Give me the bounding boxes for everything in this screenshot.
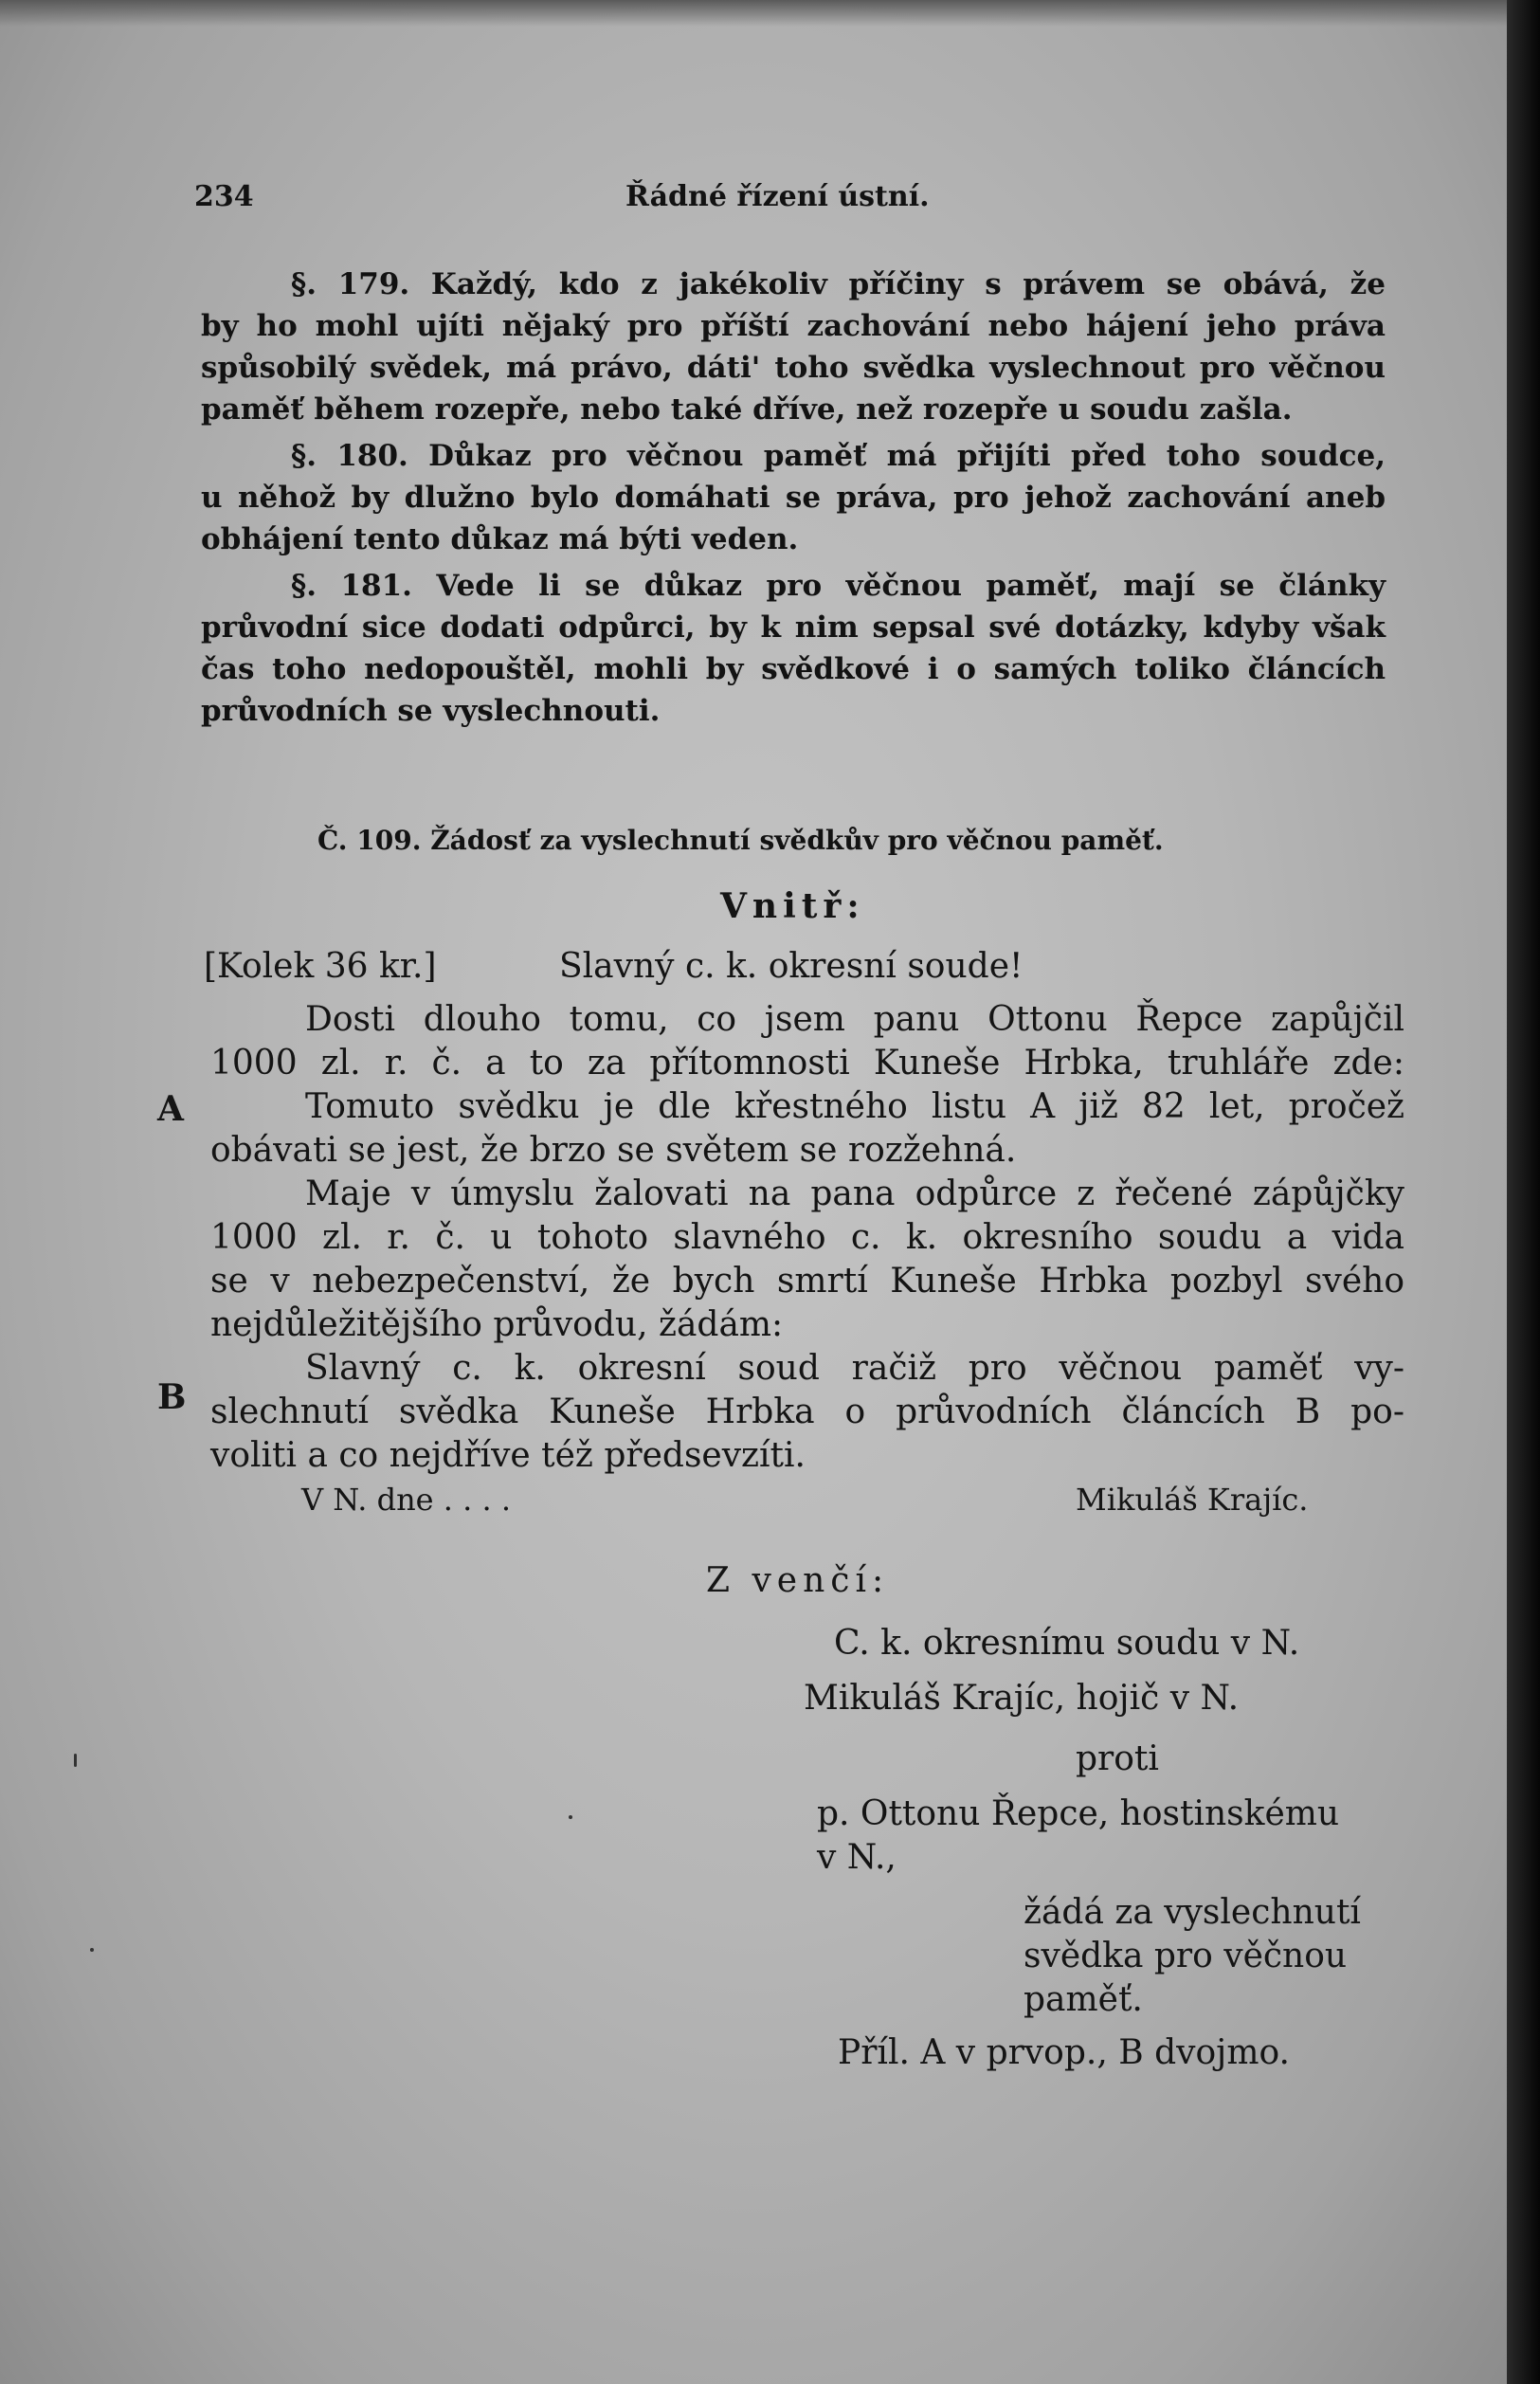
section-line: §. 180. Důkaz pro věčnou paměť má přijíti před toho soudce, [291,439,1386,473]
outside-against: proti [1076,1739,1159,1778]
signature: Mikuláš Krajíc. [1076,1482,1309,1518]
body-line: Maje v úmyslu žalovati na pana odpůrce z řečené zápůjčky [305,1174,1404,1213]
outside-plaintiff: Mikuláš Krajíc, hojič v N. [804,1679,1240,1718]
scan-right-edge [1507,0,1540,2384]
body-line: slechnutí svědka Kuneše Hrbka o průvodních článcích B po- [210,1392,1404,1431]
section-180 [201,435,1386,560]
body-line: Dosti dlouho tomu, co jsem panu Ottonu Řepce zapůjčil [305,1000,1404,1039]
margin-annotation-a: A [157,1089,184,1129]
section-line: čas toho nedopouštěl, mohli by svědkové i o samých toliko článcích [201,652,1386,686]
page-header [194,180,1142,222]
section-line: obhájení tento důkaz má býti veden. [201,522,799,556]
form-caption: Č. 109. Žádosť za vyslechnutí svědkův pro věčnou paměť. [317,825,1164,856]
scan-speck [74,1754,77,1767]
section-line: u něhož by dlužno bylo domáhati se práva, pro jehož zachování aneb [201,481,1386,515]
section-line: paměť během rozepře, nebo také dříve, než rozepře u soudu zašla. [201,392,1293,427]
outside-defendant-place: v N., [817,1838,897,1877]
outside-request: paměť. [1024,1980,1143,2019]
outside-heading: Z venčí: [706,1561,890,1600]
section-line: by ho mohl ujíti nějaký pro příští zachování nebo hájení jeho práva [201,309,1386,343]
scan-top-shadow [0,0,1540,27]
section-line: §. 181. Vede li se důkaz pro věčnou paměť, mají se články [291,569,1386,603]
running-title: Řádné řízení ústní. [625,180,930,213]
body-line: 1000 zl. r. č. u tohoto slavného c. k. okresního soudu a vida [210,1218,1404,1257]
outside-attachments: Příl. A v prvop., B dvojmo. [838,2033,1290,2072]
place-date: V N. dne . . . . [301,1482,511,1518]
body-line: se v nebezpečenství, že bych smrtí Kuneše Hrbka pozbyl svého [210,1262,1404,1301]
body-line: nejdůležitějšího průvodu, žádám: [210,1305,784,1344]
margin-annotation-b: B [157,1377,187,1417]
body-line: Slavný c. k. okresní soud račiž pro věčnou paměť vy- [305,1349,1404,1388]
section-line: průvodní sice dodati odpůrci, by k nim sepsal své dotázky, kdyby však [201,610,1386,645]
outside-addressee: C. k. okresnímu soudu v N. [834,1624,1300,1663]
scan-speck [90,1948,94,1952]
section-181 [201,565,1386,732]
outside-defendant: p. Ottonu Řepce, hostinskému [817,1794,1340,1833]
inside-heading: Vnitř: [720,886,865,926]
scan-speck [569,1815,572,1819]
page-number: 234 [194,180,254,213]
body-line: 1000 zl. r. č. a to za přítomnosti Kuneše Hrbka, truhláře zde: [210,1044,1404,1083]
stamp-note: [Kolek 36 kr.] [204,947,437,986]
outside-request: svědka pro věčnou [1024,1937,1348,1975]
salutation: Slavný c. k. okresní soude! [559,947,1024,986]
outside-request: žádá za vyslechnutí [1024,1893,1361,1932]
body-line: voliti a co nejdříve též předsevzíti. [210,1436,806,1475]
section-line: spůsobilý svědek, má právo, dáti' toho svědka vyslechnout pro věčnou [201,351,1386,385]
section-line: §. 179. Každý, kdo z jakékoliv příčiny s právem se obává, že [291,267,1386,301]
body-line: obávati se jest, že brzo se světem se rozžehná. [210,1131,1017,1170]
section-179 [201,264,1386,430]
section-line: průvodních se vyslechnouti. [201,694,661,728]
body-line: Tomuto svědku je dle křestného listu A již 82 let, pročež [305,1087,1404,1126]
